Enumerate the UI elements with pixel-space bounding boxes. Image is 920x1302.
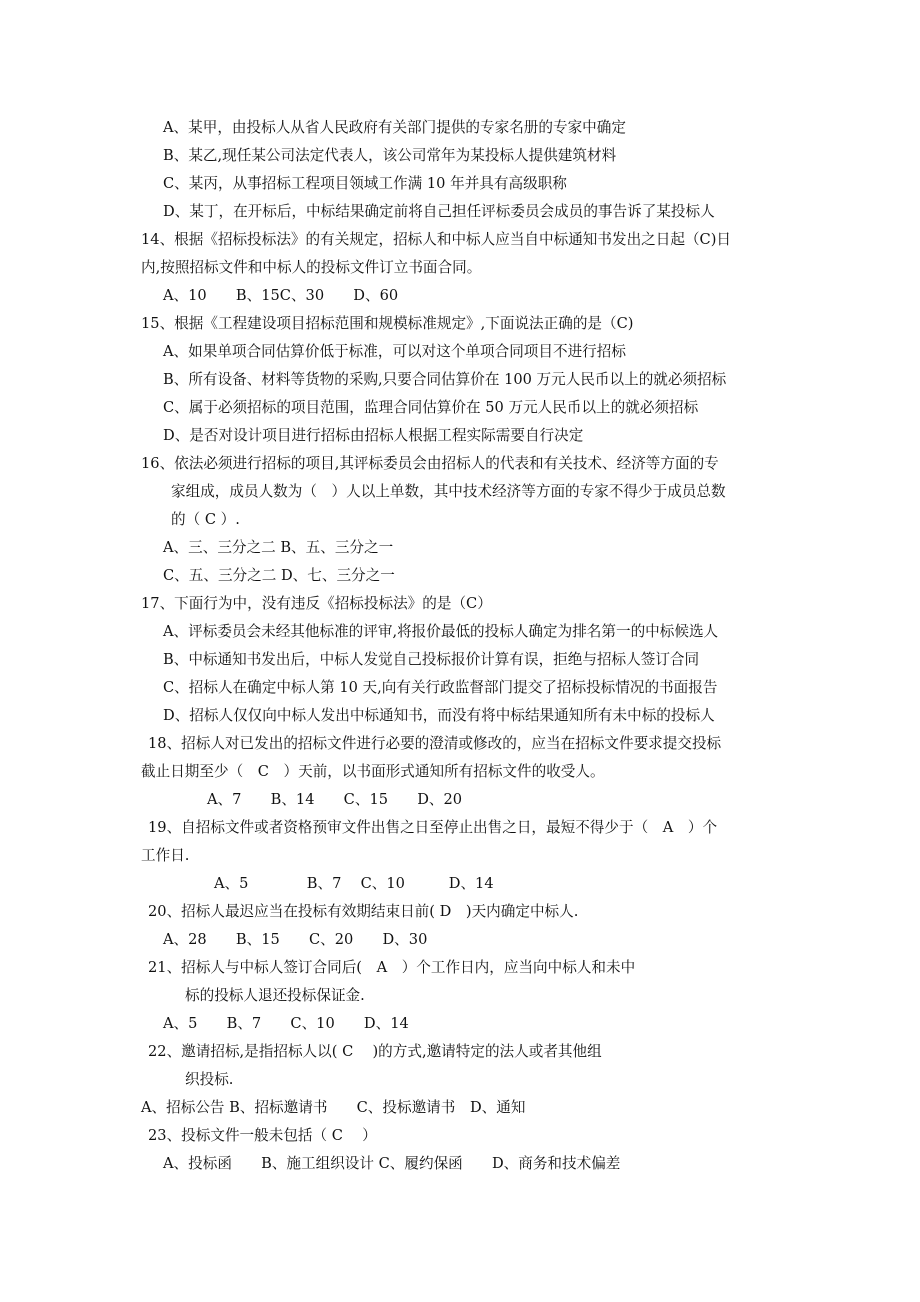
text-line: A、招标公告 B、招标邀请书 C、投标邀请书 D、通知 bbox=[141, 1099, 526, 1116]
text-line: 20、招标人最迟应当在投标有效期结束日前( D )天内确定中标人. bbox=[148, 903, 579, 920]
text-line: 内,按照招标文件和中标人的投标文件订立书面合同。 bbox=[141, 259, 482, 276]
text-line: C、招标人在确定中标人第 10 天,向有关行政监督部门提交了招标投标情况的书面报告 bbox=[163, 679, 718, 696]
text-line: 15、根据《工程建设项目招标范围和规模标准规定》,下面说法正确的是（C) bbox=[141, 315, 634, 332]
text-line: 21、招标人与中标人签订合同后( A ）个工作日内，应当向中标人和未中 bbox=[148, 959, 636, 976]
text-line: A、三、三分之二 B、五、三分之一 bbox=[163, 539, 394, 556]
text-line: 16、依法必须进行招标的项目,其评标委员会由招标人的代表和有关技术、经济等方面的专 bbox=[141, 455, 719, 472]
text-line: A、10 B、15C、30 D、60 bbox=[163, 287, 399, 304]
text-line: A、如果单项合同估算价低于标准，可以对这个单项合同项目不进行招标 bbox=[163, 343, 626, 360]
text-line: A、7 B、14 C、15 D、20 bbox=[207, 791, 463, 808]
text-line: A、某甲，由投标人从省人民政府有关部门提供的专家名册的专家中确定 bbox=[163, 119, 626, 136]
text-line: D、是否对设计项目进行招标由招标人根据工程实际需要自行决定 bbox=[163, 427, 584, 444]
text-line: B、中标通知书发出后，中标人发觉自己投标报价计算有误，拒绝与招标人签订合同 bbox=[163, 651, 700, 668]
text-line: 19、自招标文件或者资格预审文件出售之日至停止出售之日，最短不得少于（ A ）个 bbox=[148, 819, 718, 836]
text-line: B、某乙,现任某公司法定代表人，该公司常年为某投标人提供建筑材料 bbox=[163, 147, 617, 164]
text-line: C、属于必须招标的项目范围，监理合同估算价在 50 万元人民币以上的就必须招标 bbox=[163, 399, 699, 416]
text-line: 18、招标人对已发出的招标文件进行必要的澄清或修改的，应当在招标文件要求提交投标 bbox=[148, 735, 722, 752]
text-line: 14、根据《招标投标法》的有关规定，招标人和中标人应当自中标通知书发出之日起（C)日 bbox=[141, 231, 731, 248]
text-line: 22、邀请招标,是指招标人以( C )的方式,邀请特定的法人或者其他组 bbox=[148, 1043, 602, 1060]
text-line: 23、投标文件一般未包括（ C ） bbox=[148, 1127, 377, 1144]
text-line: 家组成，成员人数为（ ）人以上单数，其中技术经济等方面的专家不得少于成员总数 bbox=[171, 483, 726, 500]
text-line: A、5 B、7 C、10 D、14 bbox=[214, 875, 494, 892]
text-line: 工作日. bbox=[141, 847, 190, 864]
text-line: A、投标函 B、施工组织设计 C、履约保函 D、商务和技术偏差 bbox=[163, 1155, 621, 1172]
text-line: C、某丙，从事招标工程项目领域工作满 10 年并具有高级职称 bbox=[163, 175, 567, 192]
text-line: C、五、三分之二 D、七、三分之一 bbox=[163, 567, 395, 584]
text-line: A、28 B、15 C、20 D、30 bbox=[163, 931, 428, 948]
text-line: 的（ C ）. bbox=[171, 511, 240, 528]
text-line: B、所有设备、材料等货物的采购,只要合同估算价在 100 万元人民币以上的就必须招标 bbox=[163, 371, 727, 388]
text-line: 标的投标人退还投标保证金. bbox=[185, 987, 365, 1004]
text-line: 17、下面行为中，没有违反《招标投标法》的是（C） bbox=[141, 595, 492, 612]
text-line: D、招标人仅仅向中标人发出中标通知书，而没有将中标结果通知所有未中标的投标人 bbox=[163, 707, 715, 724]
text-line: D、某丁，在开标后，中标结果确定前将自己担任评标委员会成员的事告诉了某投标人 bbox=[163, 203, 715, 220]
text-line: A、5 B、7 C、10 D、14 bbox=[163, 1015, 409, 1032]
text-line: 织投标. bbox=[185, 1071, 234, 1088]
text-line: A、评标委员会未经其他标准的评审,将报价最低的投标人确定为排名第一的中标候选人 bbox=[163, 623, 719, 640]
text-line: 截止日期至少（ C ）天前，以书面形式通知所有招标文件的收受人。 bbox=[141, 763, 605, 780]
